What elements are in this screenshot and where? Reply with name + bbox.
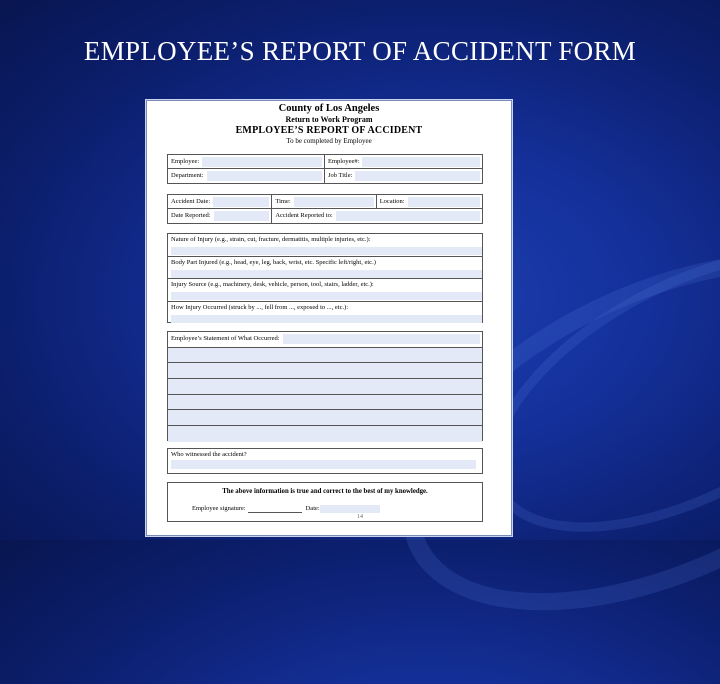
- form-header: [147, 103, 511, 147]
- statement-line: [168, 379, 482, 394]
- witness-field: Who witnessed the accident?: [168, 449, 482, 475]
- accident-report-form: [146, 100, 512, 536]
- reported-to-field: Accident Reported to:: [272, 209, 482, 223]
- signature-line: [248, 505, 302, 513]
- date-label: Date:: [305, 505, 320, 512]
- date-reported-field: Date Reported:: [168, 209, 272, 223]
- location-field: Location:: [377, 195, 482, 208]
- injury-details-section: [167, 233, 483, 323]
- certification-text: The above information is true and correct to the best of my knowledge.: [222, 488, 428, 495]
- statement-line: [168, 395, 482, 410]
- time-field: Time:: [272, 195, 376, 208]
- signature-label: Employee signature:: [192, 505, 246, 512]
- statement-line: [168, 426, 482, 442]
- employee-number-field: Employee#:: [325, 155, 482, 168]
- page-number: 14: [357, 514, 363, 520]
- date-fill: [320, 505, 380, 513]
- employee-field: Employee:: [168, 155, 325, 168]
- form-county: County of Los Angeles: [278, 103, 380, 114]
- form-subtitle: To be completed by Employee: [286, 137, 372, 145]
- form-program: Return to Work Program: [285, 115, 373, 124]
- job-title-field: Job Title:: [325, 169, 482, 183]
- witness-section: [167, 448, 483, 474]
- injury-source-field: Injury Source (e.g., machinery, desk, vehicle, person, tool, stairs, ladder, etc.):: [168, 279, 482, 301]
- certification-section: [167, 482, 483, 522]
- department-field: Department:: [168, 169, 325, 183]
- statement-field: Employee’s Statement of What Occurred:: [168, 332, 482, 347]
- employee-info-section: [167, 154, 483, 184]
- nature-of-injury-field: Nature of Injury (e.g., strain, cut, fracture, dermatitis, multiple injuries, etc.):: [168, 234, 482, 256]
- accident-info-section: [167, 194, 483, 224]
- slide-title: EMPLOYEE’S REPORT OF ACCIDENT FORM: [83, 36, 637, 66]
- statement-line: [168, 348, 482, 363]
- statement-line: [168, 410, 482, 425]
- statement-section: [167, 331, 483, 441]
- accident-date-field: Accident Date:: [168, 195, 272, 208]
- how-injury-occurred-field: How Injury Occurred (struck by ..., fell from ..., exposed to ..., etc.):: [168, 302, 482, 325]
- form-title: EMPLOYEE’S REPORT OF ACCIDENT: [235, 125, 423, 136]
- body-part-field: Body Part Injured (e.g., head, eye, leg, back, wrist, etc. Specific left/right, etc.): [168, 257, 482, 279]
- statement-line: [168, 363, 482, 378]
